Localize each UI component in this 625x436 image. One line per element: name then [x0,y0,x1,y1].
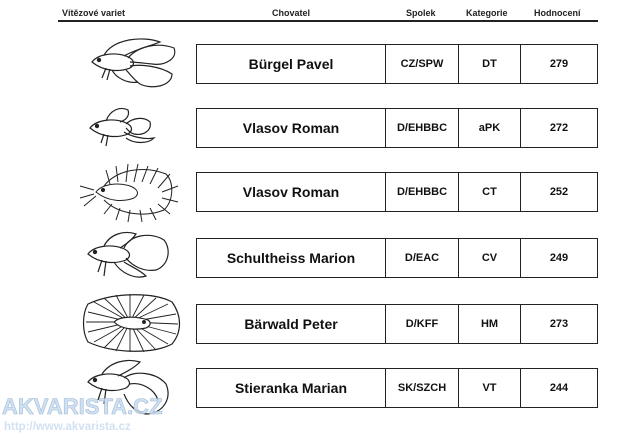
club-cell: SK/SZCH [385,369,458,407]
score-cell: 252 [520,173,597,211]
table-row [196,368,598,408]
veiltail-betta-icon [74,224,186,286]
table-row [196,238,598,278]
halfmoon-betta-icon [74,292,186,354]
breeder-cell: Vlasov Roman [242,120,340,136]
club-cell: D/EAC [385,239,458,277]
category-cell: CV [458,239,520,277]
watermark-url: http://www.akvarista.cz [4,421,131,433]
score-cell: 279 [520,45,597,83]
table-row [196,44,598,84]
club-cell: D/KFF [385,305,458,343]
breeder-cell: Bürgel Pavel [248,56,334,72]
score-cell: 249 [520,239,597,277]
plakat-betta-icon [74,96,186,158]
category-cell: HM [458,305,520,343]
score-cell: 244 [520,369,597,407]
header-divider [58,20,598,22]
veiltail-betta-icon [74,356,186,418]
watermark-brand: AKVARISTA.CZ [2,394,163,419]
category-cell: VT [458,369,520,407]
club-cell: D/EHBBC [385,109,458,147]
club-cell: D/EHBBC [385,173,458,211]
header-club: Spolek [406,8,436,18]
category-cell: aPK [458,109,520,147]
club-cell: CZ/SPW [385,45,458,83]
header-category: Kategorie [466,8,508,18]
category-cell: DT [458,45,520,83]
score-cell: 273 [520,305,597,343]
table-row [196,172,598,212]
score-cell: 272 [520,109,597,147]
header-score: Hodnocení [534,8,581,18]
crowntail-betta-icon [74,160,186,222]
breeder-cell: Bärwald Peter [244,316,338,332]
header-breeder: Chovatel [272,8,311,18]
category-cell: CT [458,173,520,211]
table-row [196,304,598,344]
table-row [196,108,598,148]
double-tail-betta-icon [74,32,186,94]
breeder-cell: Schultheiss Marion [226,250,356,266]
breeder-cell: Vlasov Roman [242,184,340,200]
header-varieties: Vítězové variet [62,8,126,18]
breeder-cell: Stieranka Marian [234,380,348,396]
